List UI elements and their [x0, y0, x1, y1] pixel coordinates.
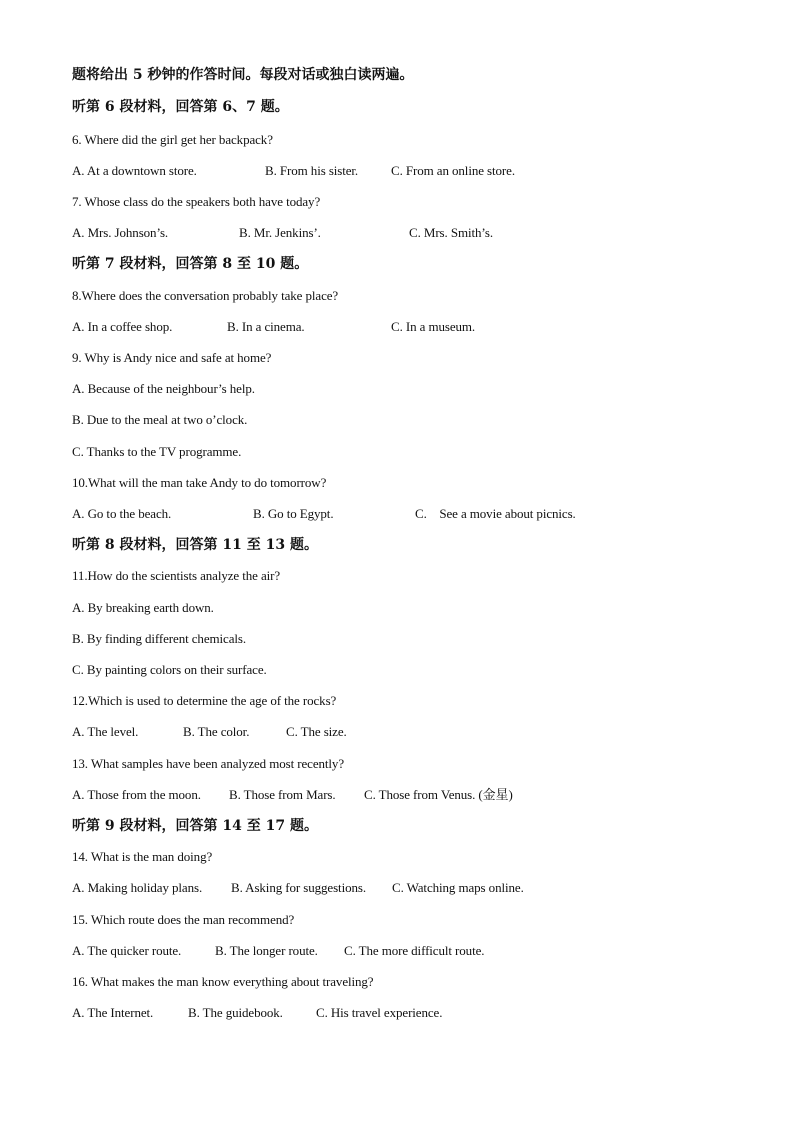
question-14-stem: 14. What is the man doing? [72, 849, 213, 864]
option-c: C. The more difficult route. [344, 943, 485, 958]
option-a: A. The level. [72, 724, 139, 739]
question-9-option-c: C. Thanks to the TV programme. [72, 444, 242, 459]
instruction-line: 题将给出 5 秒钟的作答时间。每段对话或独白读两遍。 [72, 67, 414, 83]
question-16-options [72, 1004, 732, 1022]
question-8-stem: 8.Where does the conversation probably take place? [72, 288, 339, 303]
question-7-stem: 7. Whose class do the speakers both have today? [72, 194, 321, 209]
section-8-heading: 听第 8 段材料，回答第 11 至 13 题。 [72, 537, 318, 553]
option-b: B. Mr. Jenkins’. [239, 225, 321, 240]
question-11-option-c: C. By painting colors on their surface. [72, 662, 267, 677]
option-b: B. In a cinema. [227, 319, 305, 334]
question-12-options [72, 723, 732, 741]
question-16-stem: 16. What makes the man know everything about traveling? [72, 974, 374, 989]
option-c: C. Watching maps online. [392, 880, 524, 895]
option-c: C. From an online store. [391, 163, 515, 178]
question-11-option-b: B. By finding different chemicals. [72, 631, 246, 646]
question-8-options [72, 318, 732, 336]
question-11-option-a: A. By breaking earth down. [72, 600, 214, 615]
section-9-heading: 听第 9 段材料，回答第 14 至 17 题。 [72, 818, 318, 834]
question-7-options [72, 224, 732, 242]
option-c: C. His travel experience. [316, 1005, 443, 1020]
question-10-stem: 10.What will the man take Andy to do tomorrow? [72, 475, 327, 490]
option-b: B. The color. [183, 724, 250, 739]
option-b: B. Go to Egypt. [253, 506, 334, 521]
option-a: A. Those from the moon. [72, 787, 201, 802]
option-b: B. The longer route. [215, 943, 318, 958]
option-b: B. Asking for suggestions. [231, 880, 366, 895]
option-a: A. The Internet. [72, 1005, 154, 1020]
option-a: A. Mrs. Johnson’s. [72, 225, 169, 240]
question-6-options [72, 162, 732, 180]
option-a: A. At a downtown store. [72, 163, 197, 178]
question-9-option-a: A. Because of the neighbour’s help. [72, 381, 255, 396]
question-12-stem: 12.Which is used to determine the age of the rocks? [72, 693, 337, 708]
question-9-stem: 9. Why is Andy nice and safe at home? [72, 350, 272, 365]
option-a: A. In a coffee shop. [72, 319, 173, 334]
question-14-options [72, 879, 732, 897]
option-b: B. From his sister. [265, 163, 359, 178]
question-9-option-b: B. Due to the meal at two o’clock. [72, 412, 248, 427]
option-b: B. The guidebook. [188, 1005, 283, 1020]
question-15-options [72, 942, 732, 960]
question-15-stem: 15. Which route does the man recommend? [72, 912, 295, 927]
section-6-heading: 听第 6 段材料，回答第 6、7 题。 [72, 99, 289, 115]
section-7-heading: 听第 7 段材料，回答第 8 至 10 题。 [72, 256, 309, 272]
option-b: B. Those from Mars. [229, 787, 336, 802]
option-c: C. Mrs. Smith’s. [409, 225, 494, 240]
option-c: C. Those from Venus. (金星) [364, 787, 513, 802]
question-10-options [72, 505, 732, 523]
question-13-stem: 13. What samples have been analyzed most recently? [72, 756, 344, 771]
option-a: A. Go to the beach. [72, 506, 172, 521]
question-11-stem: 11.How do the scientists analyze the air? [72, 568, 281, 583]
option-c: C. See a movie about picnics. [415, 506, 576, 521]
question-6-stem: 6. Where did the girl get her backpack? [72, 132, 273, 147]
option-c: C. In a museum. [391, 319, 476, 334]
option-c: C. The size. [286, 724, 347, 739]
question-13-options [72, 786, 732, 804]
option-a: A. Making holiday plans. [72, 880, 203, 895]
option-a: A. The quicker route. [72, 943, 182, 958]
